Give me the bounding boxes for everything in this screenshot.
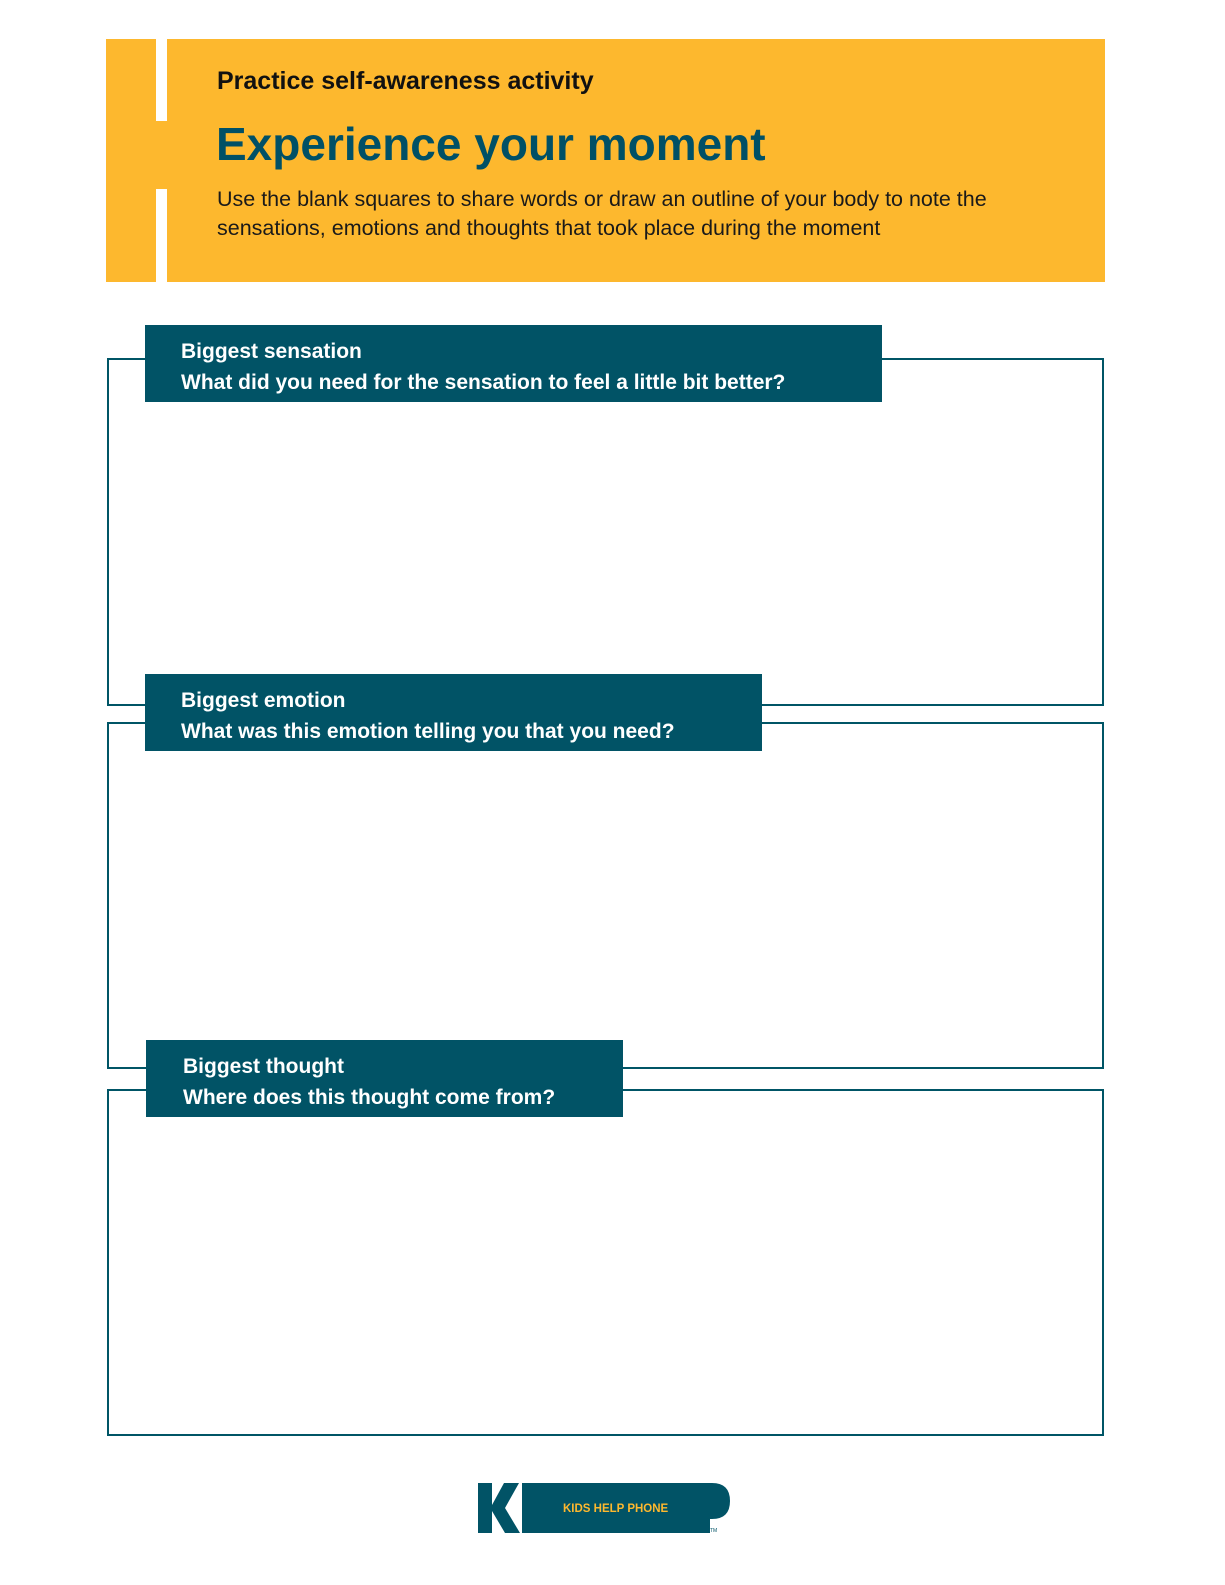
sensation-question: What did you need for the sensation to feel a little bit better? [181,371,786,394]
thought-writing-box[interactable] [107,1089,1104,1436]
thought-question: Where does this thought come from? [183,1086,556,1109]
sensation-writing-box[interactable] [107,358,1104,706]
page-title: Experience your moment [216,118,766,170]
logo-trademark: TM [710,1528,718,1534]
thought-label-tab [146,1040,623,1117]
emotion-label-tab [145,674,762,751]
sensation-label: Biggest sensation [181,340,362,363]
sensation-label-tab [145,325,882,402]
emotion-label: Biggest emotion [181,689,346,712]
activity-kicker: Practice self-awareness activity [217,67,594,95]
header-accent-gap-top [156,39,167,121]
header-accent-gap-bottom [156,189,167,282]
header-banner [106,39,1105,282]
emotion-writing-box[interactable] [107,722,1104,1069]
emotion-question: What was this emotion telling you that you need? [181,720,675,743]
kids-help-phone-logo [478,1481,732,1536]
thought-label: Biggest thought [183,1055,344,1078]
logo-text: KIDS HELP PHONE [563,1503,669,1515]
instructions-text: Use the blank squares to share words or draw an outline of your body to note the sensations, emotions and thoughts that took place during the moment [217,187,987,240]
